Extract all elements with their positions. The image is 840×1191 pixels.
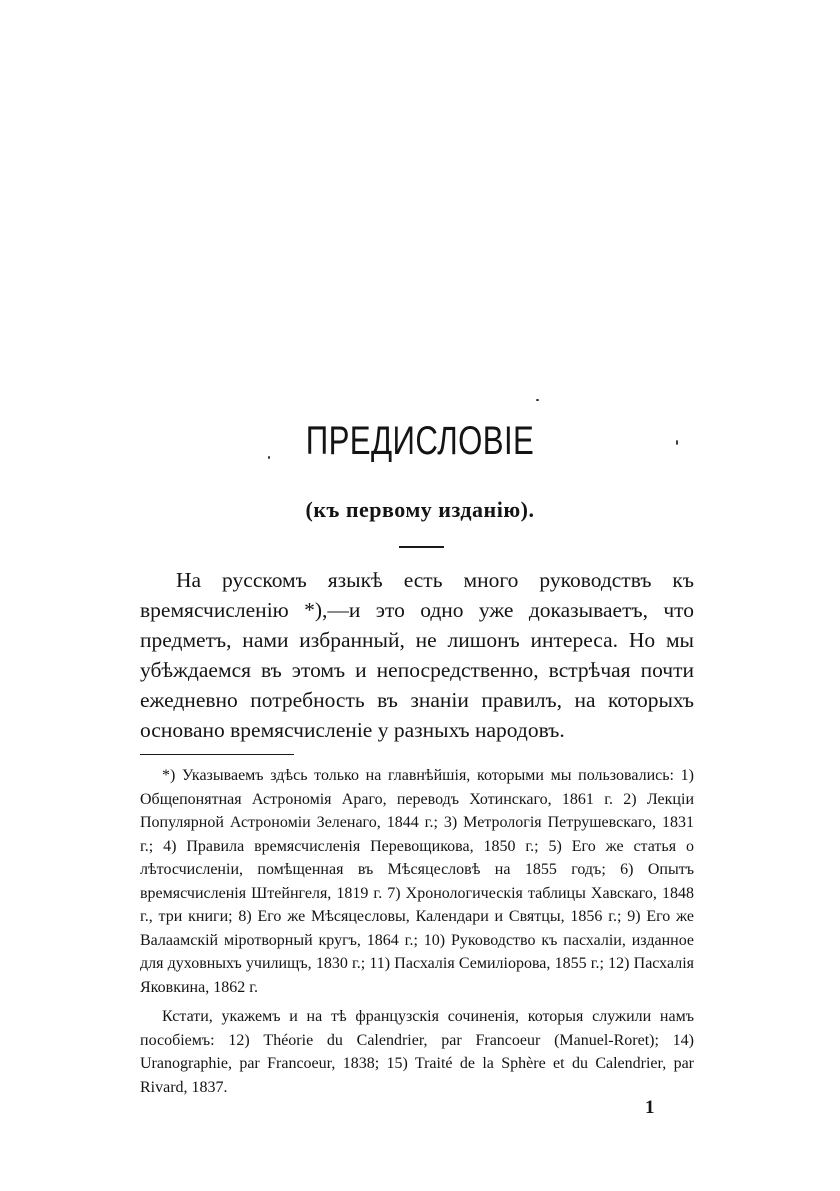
page-subtitle: (къ первому изданію). bbox=[305, 497, 535, 522]
footnote-sources-french: Кстати, укажемъ и на тѣ французскія сочиненія, которыя служили намъ пособіемъ: 12) Théorie du Calendrier, par Francoeur (Manuel-Roret); 14) Uranographie, par Francoeur, 1838; 15) Traité de la Sphère et du Calendrier, par Rivard, 1837. bbox=[140, 1008, 694, 1096]
footnote-sources-russian: *) Указываемъ здѣсь только на главнѣйшія, которыми мы пользовались: 1) Общепонятная Астрономія Араго, переводъ Хотинскаго, 1861 г. 2) Лекціи Популярной Астрономіи Зеленаго, 1844 г.; 3) Метрологія Петрушевскаго, 1831 г.; 4) Правила времясчисленія Перевощикова, 1850 г.; 5) Его же статья о лѣтосчисленіи, помѣщенная въ Мѣсяцесловѣ на 1855 годъ; 6) Опытъ времясчисленія Штейнгеля, 1819 г. 7) Хронологическія таблицы Хавскаго, 1848 г., три книги; 8) Его же Мѣсяцесловы, Календари и Святцы, 1856 г.; 9) Его же Валаамскій міротворный кругъ, 1864 г.; 10) Руководство къ пасхаліи, изданное для духовныхъ училищъ, 1830 г.; 11) Пасхалія Семиліорова, 1855 г.; 12) Пасхалія Яковкина, 1862 г. bbox=[140, 767, 694, 996]
print-speck bbox=[536, 399, 539, 401]
divider bbox=[399, 546, 444, 548]
footnote-divider bbox=[140, 754, 294, 755]
page-number: 1 bbox=[645, 1097, 655, 1118]
body-paragraph: На русскомъ языкѣ есть много руководствъ къ времясчисленію *),—и это одно уже доказываетъ, что предметъ, нами избранный, не лишонъ интереса. Но мы убѣждаемся въ этомъ и непосредственно, встрѣчая почти ежедневно потребность въ знаніи правилъ, на которыхъ основано времясчисленіе у разныхъ народовъ. bbox=[140, 568, 694, 742]
page-title: ПРЕДИСЛОВІЕ bbox=[305, 418, 535, 463]
